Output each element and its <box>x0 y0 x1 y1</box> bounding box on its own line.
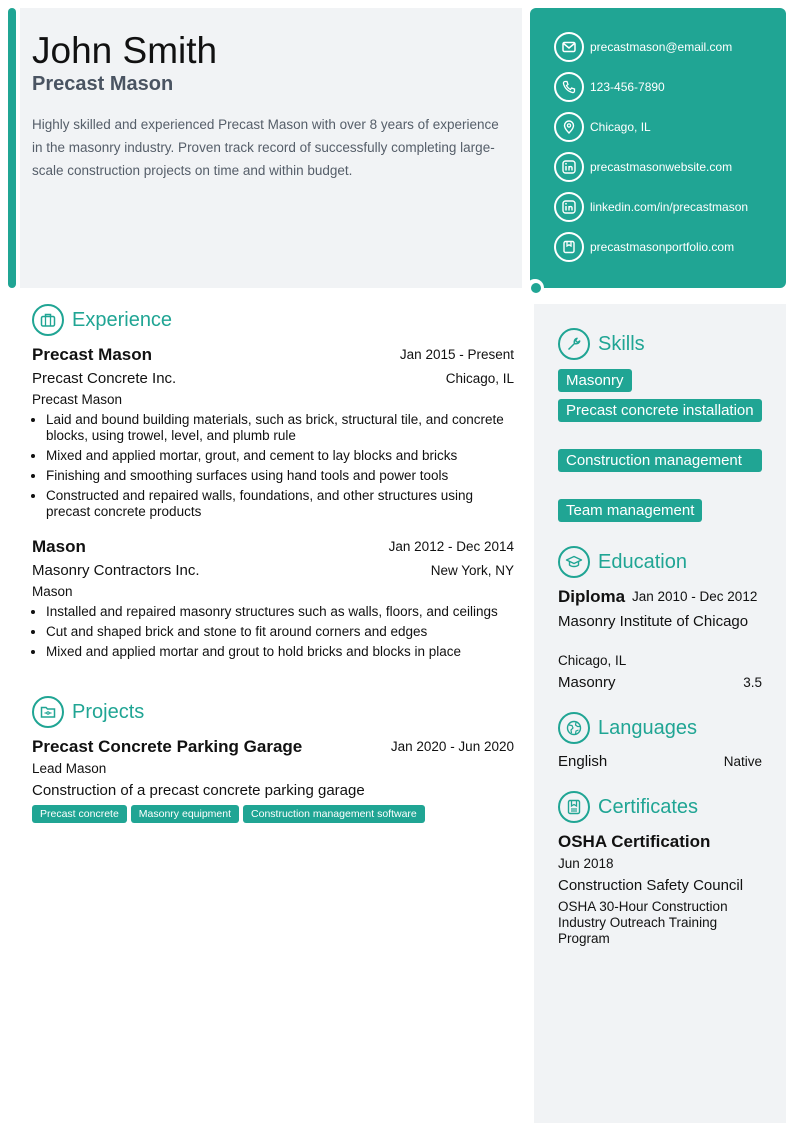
portfolio-icon <box>554 232 584 262</box>
skills-header <box>558 328 645 360</box>
certificate-issuer: Construction Safety Council <box>558 877 744 894</box>
languages-heading: Languages <box>598 716 697 739</box>
contact-linkedin-text: linkedin.com/in/precastmason <box>590 200 749 214</box>
contact-phone-text: 123-456-7890 <box>590 80 665 94</box>
timeline-dot <box>531 283 541 293</box>
graduation-cap-icon <box>558 546 590 578</box>
experience-heading: Experience <box>72 308 173 331</box>
job-bullets <box>32 604 514 664</box>
contact-portfolio-text: precastmasonportfolio.com <box>590 240 735 254</box>
languages-header <box>558 712 697 744</box>
skill-tag: Precast concrete installation <box>558 399 762 422</box>
education-dates: Jan 2010 - Dec 2012 <box>632 589 758 604</box>
contact-website[interactable] <box>554 152 732 182</box>
education-header <box>558 546 687 578</box>
project-tag: Construction management software <box>243 805 425 823</box>
job-title: Precast Mason <box>32 345 152 364</box>
certificate-title: OSHA Certification <box>558 832 711 851</box>
job-bullet: • Constructed and repaired walls, foundations, and other structures using precast concrete products <box>46 488 514 520</box>
contact-panel <box>530 8 786 288</box>
job-company: Precast Concrete Inc. <box>32 370 177 387</box>
project-role: Lead Mason <box>32 761 107 776</box>
certificates-header <box>558 791 698 823</box>
certificate-icon <box>558 791 590 823</box>
certificate-date: Jun 2018 <box>558 856 614 871</box>
contact-phone[interactable] <box>554 72 665 102</box>
contact-linkedin[interactable] <box>554 192 748 222</box>
project-tag: Precast concrete <box>32 805 127 823</box>
project-tags <box>32 804 429 823</box>
job-bullet: • Installed and repaired masonry structures such as walls, floors, and ceilings <box>46 604 514 620</box>
header-panel <box>20 8 522 288</box>
education-location: Chicago, IL <box>558 653 627 668</box>
email-icon <box>554 32 584 62</box>
candidate-name: John Smith <box>32 30 218 71</box>
phone-icon <box>554 72 584 102</box>
job-title: Mason <box>32 537 86 556</box>
header-accent-bar <box>8 8 16 288</box>
project-dates: Jan 2020 - Jun 2020 <box>390 739 514 754</box>
skill-tag: Masonry <box>558 369 632 392</box>
language-name: English <box>558 753 608 770</box>
wrench-icon <box>558 328 590 360</box>
projects-header <box>32 696 144 728</box>
location-icon <box>554 112 584 142</box>
education-school: Masonry Institute of Chicago <box>558 613 749 630</box>
timeline-knob <box>526 279 544 297</box>
job-role: Mason <box>32 584 73 599</box>
job-location: Chicago, IL <box>445 371 514 386</box>
projects-heading: Projects <box>72 700 145 723</box>
contact-email-text: precastmason@email.com <box>590 40 733 54</box>
project-description: Construction of a precast concrete parking garage <box>32 782 365 799</box>
certificate-description: OSHA 30-Hour Construction Industry Outreach Training Program <box>558 899 728 946</box>
experience-header <box>32 304 172 336</box>
folder-icon <box>32 696 64 728</box>
contact-website-text: precastmasonwebsite.com <box>590 160 733 174</box>
education-heading: Education <box>598 550 687 573</box>
job-bullet: • Cut and shaped brick and stone to fit around corners and edges <box>46 624 514 640</box>
language-level: Native <box>723 754 762 769</box>
summary-text: Highly skilled and experienced Precast Mason with over 8 years of experience in the masonry industry. Proven track record of successfully completing large-scale construction projects on time and within budget. <box>32 117 499 178</box>
job-bullets <box>32 412 514 524</box>
job-dates: Jan 2015 - Present <box>399 347 514 362</box>
education-gpa: 3.5 <box>743 675 762 690</box>
skill-tag: Team management <box>558 499 702 522</box>
job-bullet: • Laid and bound building materials, such as brick, structural tile, and concrete blocks, using trowel, level, and plumb rule <box>46 412 514 444</box>
job-dates: Jan 2012 - Dec 2014 <box>388 539 514 554</box>
contact-location-text: Chicago, IL <box>590 120 651 134</box>
candidate-title: Precast Mason <box>32 73 174 95</box>
job-location: New York, NY <box>430 563 514 578</box>
job-bullet: • Mixed and applied mortar and grout to hold bricks and blocks in place <box>46 644 514 660</box>
job-company: Masonry Contractors Inc. <box>32 562 200 579</box>
linkedin-icon <box>554 152 584 182</box>
job-role: Precast Mason <box>32 392 123 407</box>
education-field: Masonry <box>558 674 616 691</box>
briefcase-icon <box>32 304 64 336</box>
skill-tag: Construction management <box>558 449 762 472</box>
project-title: Precast Concrete Parking Garage <box>32 737 303 756</box>
contact-email[interactable] <box>554 32 732 62</box>
education-degree: Diploma <box>558 587 626 606</box>
project-tag: Masonry equipment <box>131 805 239 823</box>
job-bullet: • Mixed and applied mortar, grout, and cement to lay blocks and bricks <box>46 448 514 464</box>
linkedin-icon <box>554 192 584 222</box>
skills-heading: Skills <box>598 332 645 355</box>
job-bullet: • Finishing and smoothing surfaces using hand tools and power tools <box>46 468 514 484</box>
globe-icon <box>558 712 590 744</box>
certificates-heading: Certificates <box>598 795 699 818</box>
contact-portfolio[interactable] <box>554 232 734 262</box>
contact-location <box>554 112 651 142</box>
